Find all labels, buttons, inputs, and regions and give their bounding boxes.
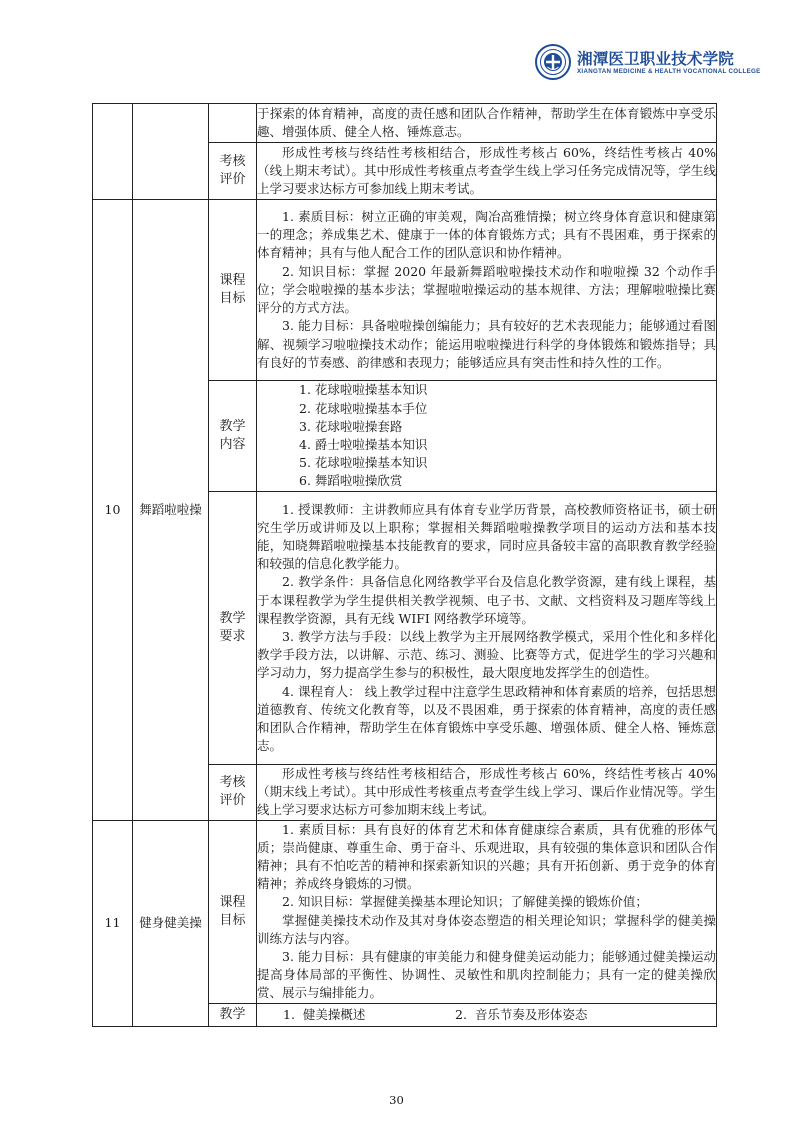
course-name: 健身健美操 [133, 820, 209, 1026]
goal-item: 3. 能力目标：具备啦啦操创编能力；具有较好的艺术表现能力；能够通过看图解、视频学习啦啦操技术动作；能运用啦啦操进行科学的身体锻炼和锻炼指导；具有良好的节奏感、韵律感和表现力；能够适应具有突击性和持久性的工作。 [257, 318, 716, 370]
requirement-item: 1. 授课教师：主讲教师应具有体育专业学历背景，高校教师资格证书，硕士研究生学历或讲师及以上职称；掌握相关舞蹈啦啦操教学项目的运动方法和基本技能，知晓舞蹈啦啦操基本技能教育的要求，同时应具备较丰富的高职教育教学经验和较强的信息化教学能力。 [257, 501, 716, 572]
continued-content-cell [257, 104, 717, 143]
content-items [257, 1006, 716, 1024]
goal-label: 课程 目标 [209, 820, 257, 1003]
requirement-item: 3. 教学方法与手段：以线上教学为主开展网络教学模式，采用个性化和多样化教学手段方法，以讲解、示范、练习、测验、比赛等方式，促进学生的学习兴趣和学习动力，努力提高学生参与的积极性，最大限度地发挥学生的创造性。 [257, 629, 716, 681]
assessment-cell [257, 765, 717, 821]
content-item: 1. 健美操概述 [283, 1006, 366, 1022]
school-seal-icon [535, 44, 571, 80]
goal-cell [257, 820, 717, 1003]
goal-item: 1. 素质目标：树立正确的审美观，陶冶高雅情操；树立终身体育意识和健康第一的理念；养成集艺术、健康于一体的体育锻炼方式；具有不畏困难，勇于探索的体育精神；具有与他人配合工作的团队意识和协作精神。 [257, 209, 716, 261]
content-cell [257, 1003, 717, 1026]
course-number: 10 [93, 200, 133, 821]
goal-cell [257, 200, 717, 381]
continued-row [93, 104, 717, 143]
course-name: 舞蹈啦啦操 [133, 200, 209, 821]
requirement-item: 4. 课程育人： 线上教学过程中注意学生思政精神和体育素质的培养，包括思想道德教育、传统文化教育等，以及不畏困难，勇于探索的体育精神，高度的责任感和团队合作精神，帮助学生在体育锻炼中享受乐趣、增强体质、健全人格、锤炼意志。 [257, 683, 716, 754]
course-11-goals-row [93, 820, 717, 1003]
assessment-label: 考核 评价 [209, 765, 257, 821]
content-item: 2. 花球啦啦操基本手位 [299, 400, 428, 416]
course-number: 11 [93, 820, 133, 1026]
continued-number-cell [93, 104, 133, 200]
content-item: 3. 花球啦啦操套路 [299, 418, 403, 434]
page-number: 30 [389, 1093, 404, 1107]
content-cell [257, 381, 717, 492]
continued-name-cell [133, 104, 209, 200]
content-item: 6. 舞蹈啦啦操欣赏 [299, 473, 403, 489]
content-item: 5. 花球啦啦操基本知识 [299, 455, 428, 471]
goal-item: 2. 知识目标：掌握 2020 年最新舞蹈啦啦操技术动作和啦啦操 32 个动作手位；学会啦啦操的基本步法；掌握啦啦操运动的基本规律、方法；理解啦啦操比赛评分的方式方法。 [257, 263, 716, 316]
content-label: 教学 内容 [209, 381, 257, 492]
assessment-text-cell [257, 143, 717, 200]
school-name-en: XIANGTAN MEDICINE & HEALTH VOCATIONAL COLLEGE [577, 68, 761, 75]
continued-text: 于探索的体育精神，高度的责任感和团队合作精神，帮助学生在体育锻炼中享受乐趣、增强体质、健全人格、锤炼意志。 [257, 105, 716, 139]
requirements-cell [257, 492, 717, 765]
school-name: 湘潭医卫职业技术学院 [577, 49, 735, 68]
requirements-label: 教学 要求 [209, 492, 257, 765]
goal-item: 2. 知识目标：掌握健美操基本理论知识；了解健美操的锻炼价值； [282, 894, 648, 910]
content-item: 4. 爵士啦啦操基本知识 [299, 437, 428, 452]
assessment-label: 考核 评价 [209, 143, 257, 200]
page-header [0, 0, 793, 100]
content-label: 教学 [209, 1003, 257, 1026]
content-item: 1. 花球啦啦操基本知识 [299, 382, 428, 398]
content-item: 2. 音乐节奏及形体姿态 [455, 1006, 588, 1022]
assessment-text: 形成性考核与终结性考核相结合，形成性考核占 60%，终结性考核占 40%（线上期末考试）。其中形成性考核重点考查学生线上学习任务完成情况等，学生线上学习要求达标方可参加线上期末考试。 [257, 144, 716, 197]
continued-label-cell [209, 104, 257, 143]
goal-item: 掌握健美操技术动作及其对身体姿态塑造的相关理论知识；掌握科学的健美操训练方法与内容。 [257, 912, 716, 946]
goal-item: 3. 能力目标：具有健康的审美能力和健身健美运动能力；能够通过健美操运动提高身体局部的平衡性、协调性、灵敏性和肌肉控制能力；具有一定的健美操欣赏、展示与编排能力。 [257, 949, 716, 1001]
course-table [92, 103, 717, 1027]
goal-label: 课程 目标 [209, 200, 257, 381]
goal-item: 1. 素质目标：具有良好的体育艺术和体育健康综合素质，具有优雅的形体气质；崇尚健康、尊重生命、勇于奋斗、乐观进取，具有较强的集体意识和团队合作精神；具有不怕吃苦的精神和探索新知识的兴趣；具有开拓创新、勇于竞争的体育精神；养成终身锻炼的习惯。 [257, 821, 716, 892]
assessment-text: 形成性考核与终结性考核相结合，形成性考核占 60%，终结性考核占 40%（期末线上考试）。其中形成性考核重点考查学生线上学习、课后作业情况等。学生线上学习要求达标方可参加期末线上考试。 [257, 766, 716, 818]
requirement-item: 2. 教学条件：具备信息化网络教学平台及信息化教学资源，建有线上课程，基于本课程教学为学生提供相关教学视频、电子书、文献、文档资料及习题库等线上课程教学资源，具有无线 WIFI 网络教学环境等。 [257, 574, 716, 626]
course-10-goals-row [93, 200, 717, 381]
